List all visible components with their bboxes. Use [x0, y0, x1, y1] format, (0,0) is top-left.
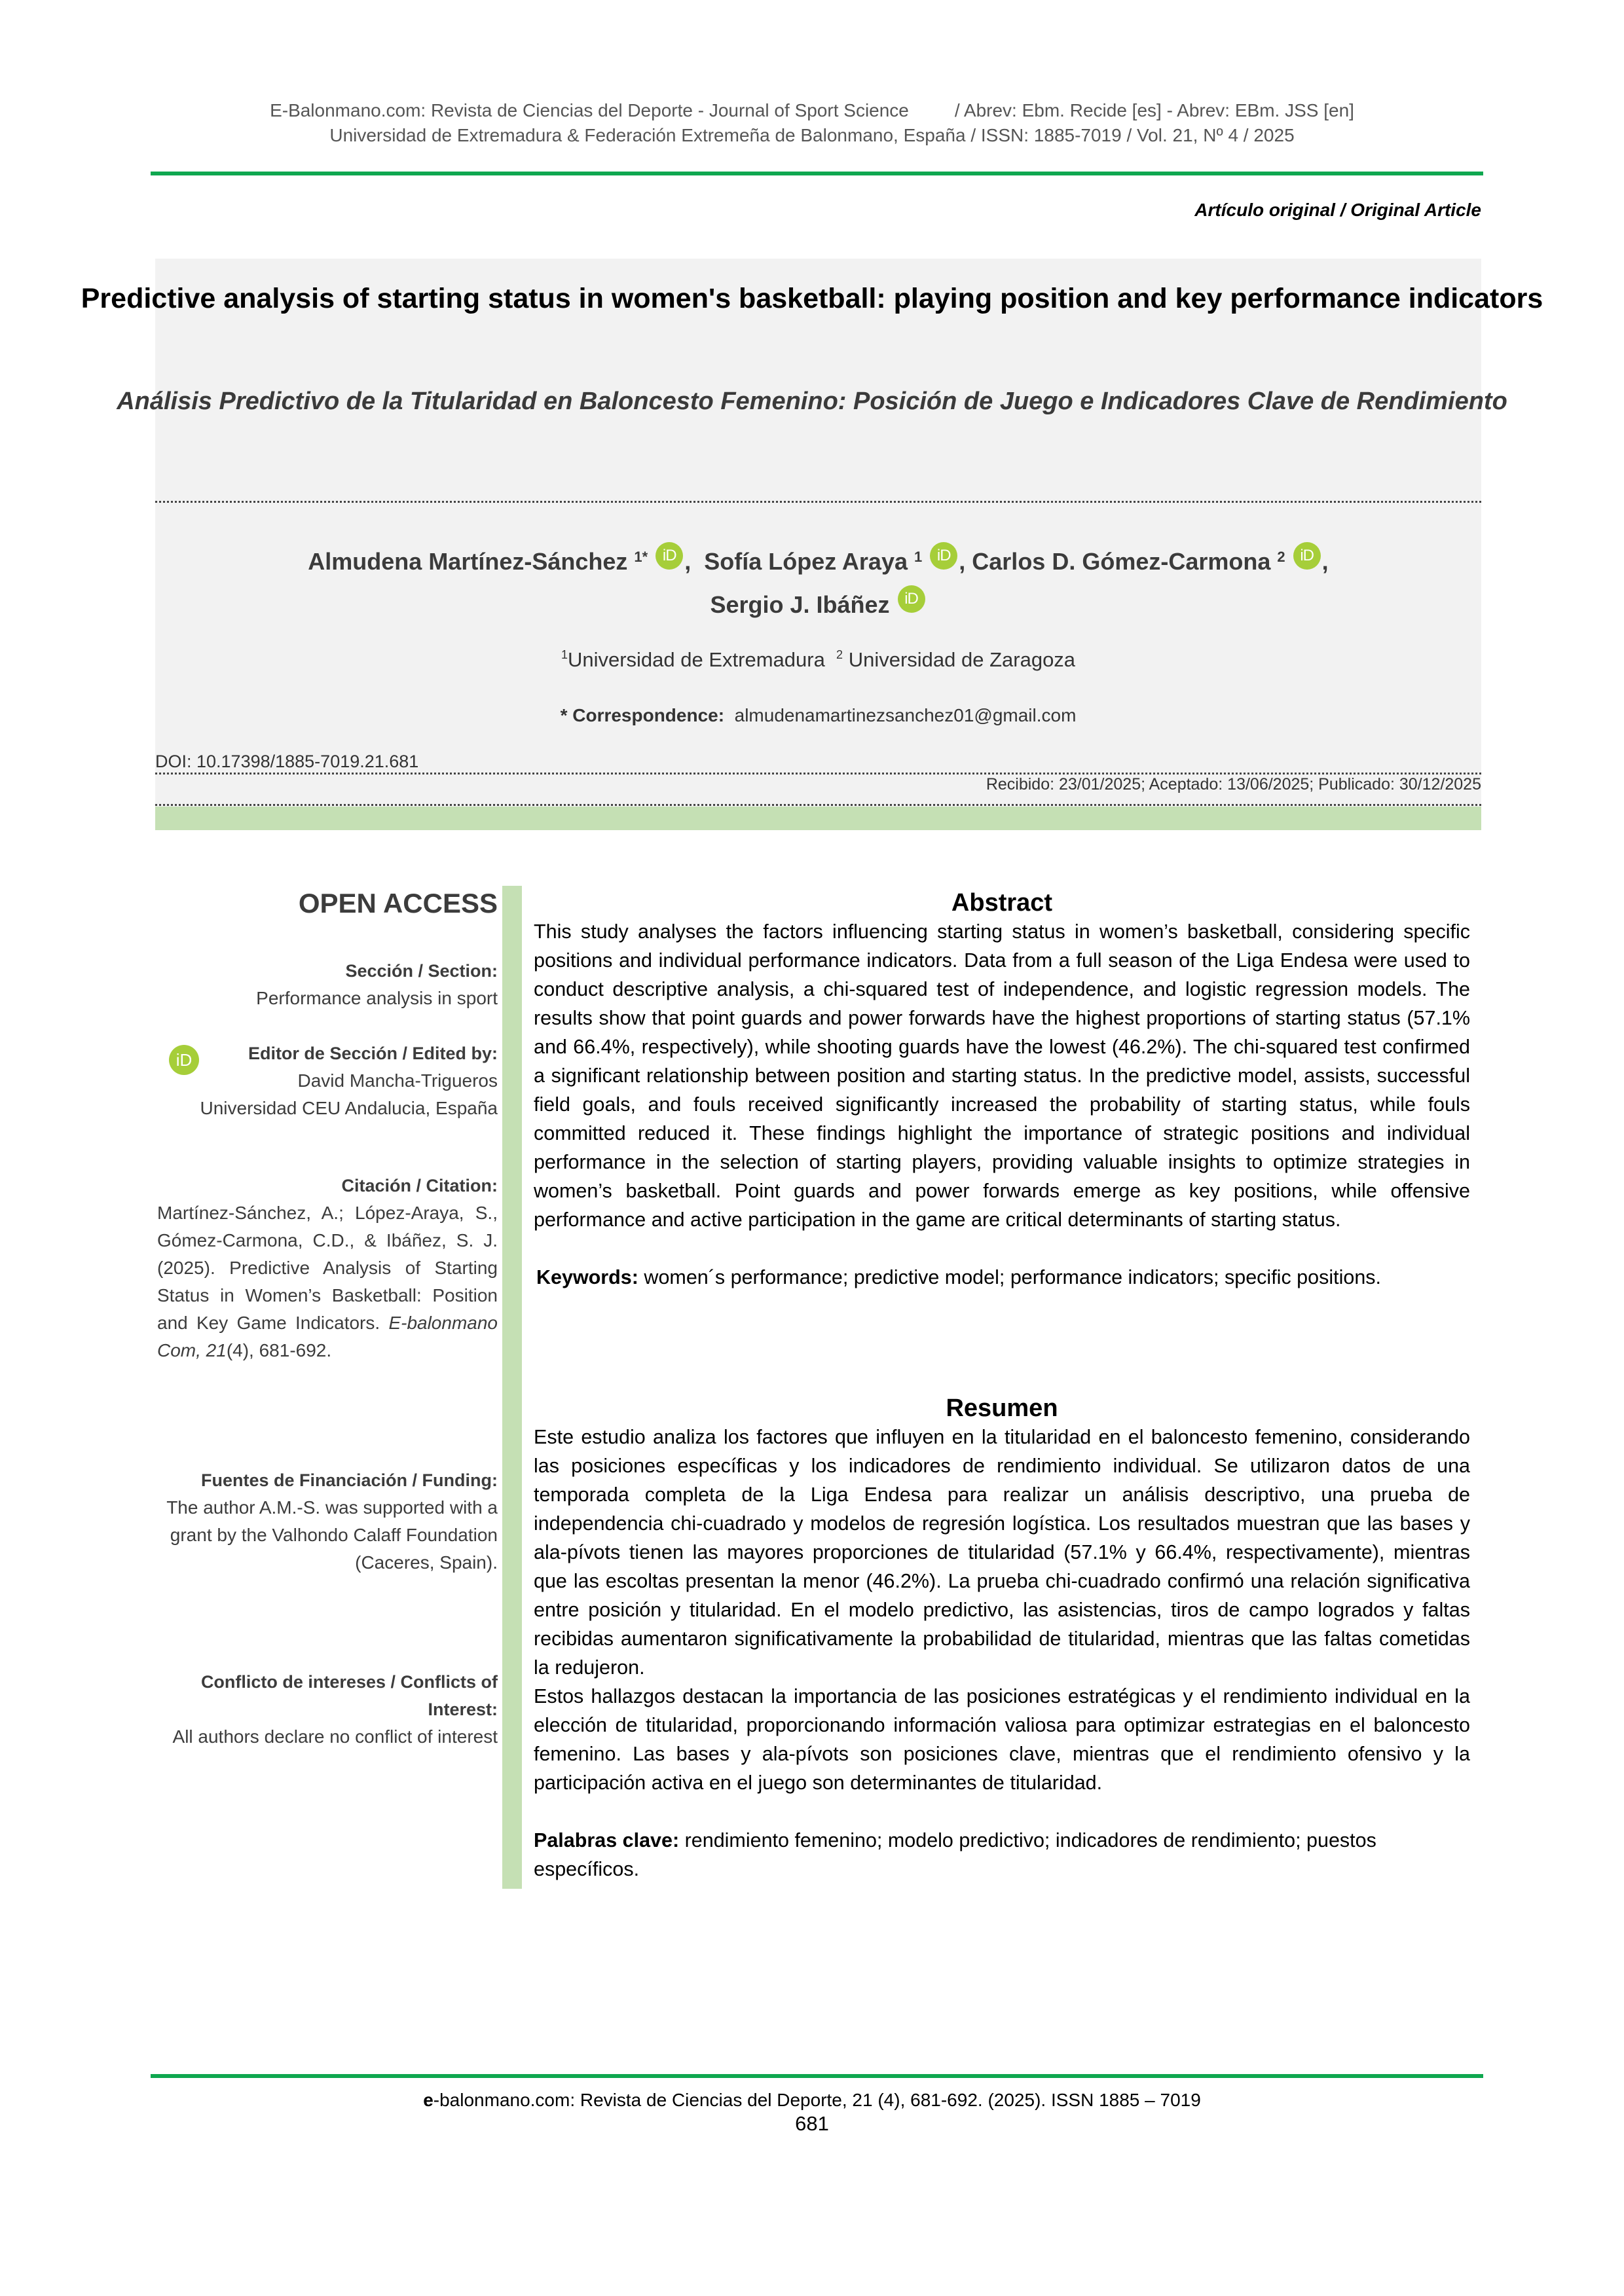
- editor-label: Editor de Sección / Edited by:: [248, 1044, 498, 1063]
- publication-dates: Recibido: 23/01/2025; Aceptado: 13/06/2025; Publicado: 30/12/2025: [986, 775, 1481, 793]
- author-list: Almudena Martínez-Sánchez $^{1*}$ iD , Sofía López Araya $^1$ iD , Carlos D. Gómez-Carmona $^2$ iD , Sergio J. Ibáñez iD: [155, 536, 1481, 627]
- abstract-text: This study analyses the factors influencing starting status in women’s basketball, considering specific positions and individual performance indicators. Data from a full season of the Liga Endesa were used to conduct descriptive analysis, a chi-squared test of independence, and logistic regression models. The results show that point guards and power forwards have the highest proportions of starting status (57.1% and 66.4%, respectively), while shooting guards have the lowest (46.2%). The chi-squared test confirmed a significant relationship between position and starting status. In the predictive model, assists, successful field goals, and fouls received significantly increased the probability of starting status, while fouls committed reduced it. These findings highlight the importance of strategic positions and individual performance in the selection of starting players, providing valuable insights to optimize strategies in women’s basketball. Point guards and power forwards emerge as key positions, while offensive performance and active participation in the game are critical determinants of starting status.: [534, 920, 1470, 1231]
- orcid-icon[interactable]: iD: [930, 542, 957, 570]
- correspondence: [155, 705, 1481, 726]
- editor-name: David Mancha-Trigueros: [297, 1070, 498, 1091]
- footer-citation: [0, 2088, 1624, 2112]
- funding-text: The author A.M.-S. was supported with a grant by the Valhondo Calaff Foundation (Caceres, Spain).: [166, 1497, 498, 1573]
- author-name: Sofía López Araya: [704, 548, 908, 575]
- section-value: Performance analysis in sport: [256, 988, 498, 1008]
- affiliation-name: Universidad de Extremadura: [567, 648, 825, 671]
- sidebar: [157, 884, 498, 1747]
- section-label: Sección / Section:: [345, 961, 498, 981]
- citation-text: [157, 1199, 498, 1364]
- title-english: Predictive analysis of starting status in women's basketball: playing position and key performance indicators: [81, 283, 1543, 314]
- page-number: 681: [795, 2112, 829, 2135]
- journal-abbrev: / Abrev: Ebm. Recide [es] - Abrev: EBm. JSS [en]: [954, 100, 1354, 120]
- title-spanish: Análisis Predictivo de la Titularidad en Baloncesto Femenino: Posición de Juego e Indicadores Clave de Rendimiento: [117, 388, 1507, 415]
- abstract-keywords: [534, 1263, 1470, 1292]
- dates-divider: [155, 804, 1481, 806]
- title-divider: [155, 501, 1481, 503]
- orcid-icon[interactable]: iD: [898, 585, 925, 613]
- orcid-icon[interactable]: iD: [655, 542, 683, 570]
- orcid-icon[interactable]: iD: [1293, 542, 1321, 570]
- correspondence-email[interactable]: almudenamartinezsanchez01@gmail.com: [734, 705, 1077, 725]
- funding-info: [157, 1467, 498, 1576]
- author-name: Carlos D. Gómez-Carmona: [972, 548, 1271, 575]
- footer-text: -balonmano.com: Revista de Ciencias del Deporte, 21 (4), 681-692. (2025). ISSN 1885 – 7019: [433, 2090, 1201, 2110]
- author-affiliation-mark: 2: [1277, 549, 1285, 565]
- resumen-section: [534, 1394, 1470, 1884]
- affiliations: [155, 648, 1481, 672]
- editor-affiliation: Universidad CEU Andalucia, España: [200, 1098, 498, 1118]
- author-affiliation-mark: 1: [914, 549, 923, 565]
- palabras-clave-value: rendimiento femenino; modelo predictivo; indicadores de rendimiento; puestos específicos.: [534, 1829, 1376, 1880]
- resumen-text-2: Estos hallazgos destacan la importancia de las posiciones estratégicas y el rendimiento individual en la elección de titularidad, proporcionando información valiosa para optimizar estrategias en el baloncesto femenino. Las bases y ala-pívots son posiciones clave, mientras que el rendimiento ofensivo y la participación activa en el juego son determinantes de titularidad.: [534, 1685, 1470, 1794]
- conflict-text: All authors declare no conflict of interest: [172, 1726, 498, 1747]
- keywords-value: women´s performance; predictive model; performance indicators; specific positions.: [644, 1266, 1382, 1288]
- resumen-heading: Resumen: [946, 1394, 1058, 1422]
- funding-label: Fuentes de Financiación / Funding:: [200, 1470, 498, 1490]
- running-header: [0, 98, 1624, 148]
- author-affiliation-mark: 1*: [634, 549, 648, 565]
- conflict-label: Conflicto de intereses / Conflicts of Interest:: [200, 1672, 498, 1719]
- keywords-label: Keywords:: [536, 1266, 638, 1288]
- header-rule: [151, 172, 1483, 175]
- author-name: Sergio J. Ibáñez: [710, 591, 890, 618]
- footer-rule: [151, 2074, 1483, 2078]
- article-type: Artículo original / Original Article: [1194, 200, 1481, 220]
- doi[interactable]: DOI: 10.17398/1885-7019.21.681: [155, 752, 419, 771]
- green-band: [155, 807, 1481, 830]
- affiliation-number: 2: [836, 648, 843, 661]
- correspondence-label: * Correspondence:: [560, 705, 725, 725]
- palabras-clave-label: Palabras clave:: [534, 1829, 680, 1851]
- citation-pages: (4), 681-692.: [226, 1340, 332, 1360]
- affiliation-number: 1: [561, 648, 568, 661]
- editor-info: [157, 1040, 498, 1122]
- conflict-info: [157, 1668, 498, 1751]
- sidebar-accent-bar: [502, 886, 522, 1889]
- footer-prefix: e: [423, 2090, 434, 2110]
- resumen-text-1: Este estudio analiza los factores que influyen en la titularidad en el baloncesto femenino, considerando las posiciones específicas y los indicadores de rendimiento individual. Se utilizaron datos de una temporada completa de la Liga Endesa para realizar un análisis descriptivo, una prueba de independencia chi-cuadrado y modelos de regresión logística. Los resultados muestran que las bases y ala-pívots tienen las mayores proporciones de titularidad (57.1% y 66.4%, respectivamente), mientras que las escoltas presentan la menor (46.2%). La prueba chi-cuadrado confirmó una relación significativa entre posición y titularidad. En el modelo predictivo, las asistencias, tiros de campo logrados y faltas recibidas aumentaron significativamente la probabilidad de titularidad, mientras que las faltas cometidas la redujeron.: [534, 1426, 1470, 1679]
- author-name: Almudena Martínez-Sánchez: [308, 548, 628, 575]
- section-info: [157, 957, 498, 1012]
- citation-label: Citación / Citation:: [341, 1176, 498, 1195]
- journal-name: E-Balonmano.com: Revista de Ciencias del Deporte - Journal of Sport Science: [270, 100, 909, 120]
- citation-body: Martínez-Sánchez, A.; López-Araya, S., Gómez-Carmona, C.D., & Ibáñez, S. J. (2025). Predictive Analysis of Starting Status in Women’s Basketball: Position and Key Game Indicators.: [157, 1203, 498, 1333]
- affiliation-name: Universidad de Zaragoza: [848, 648, 1076, 671]
- citation-journal: E-balonmano Com, 21: [157, 1313, 498, 1360]
- doi-divider: [155, 773, 1481, 774]
- journal-publisher-line: Universidad de Extremadura & Federación Extremeña de Balonmano, España / ISSN: 1885-7019 / Vol. 21, Nº 4 / 2025: [329, 125, 1295, 145]
- orcid-icon[interactable]: iD: [169, 1045, 199, 1075]
- abstract-section: [534, 889, 1470, 1292]
- open-access-label: OPEN ACCESS: [298, 888, 498, 919]
- abstract-heading: Abstract: [951, 889, 1053, 917]
- citation-info: [157, 1172, 498, 1364]
- resumen-keywords: [534, 1826, 1470, 1884]
